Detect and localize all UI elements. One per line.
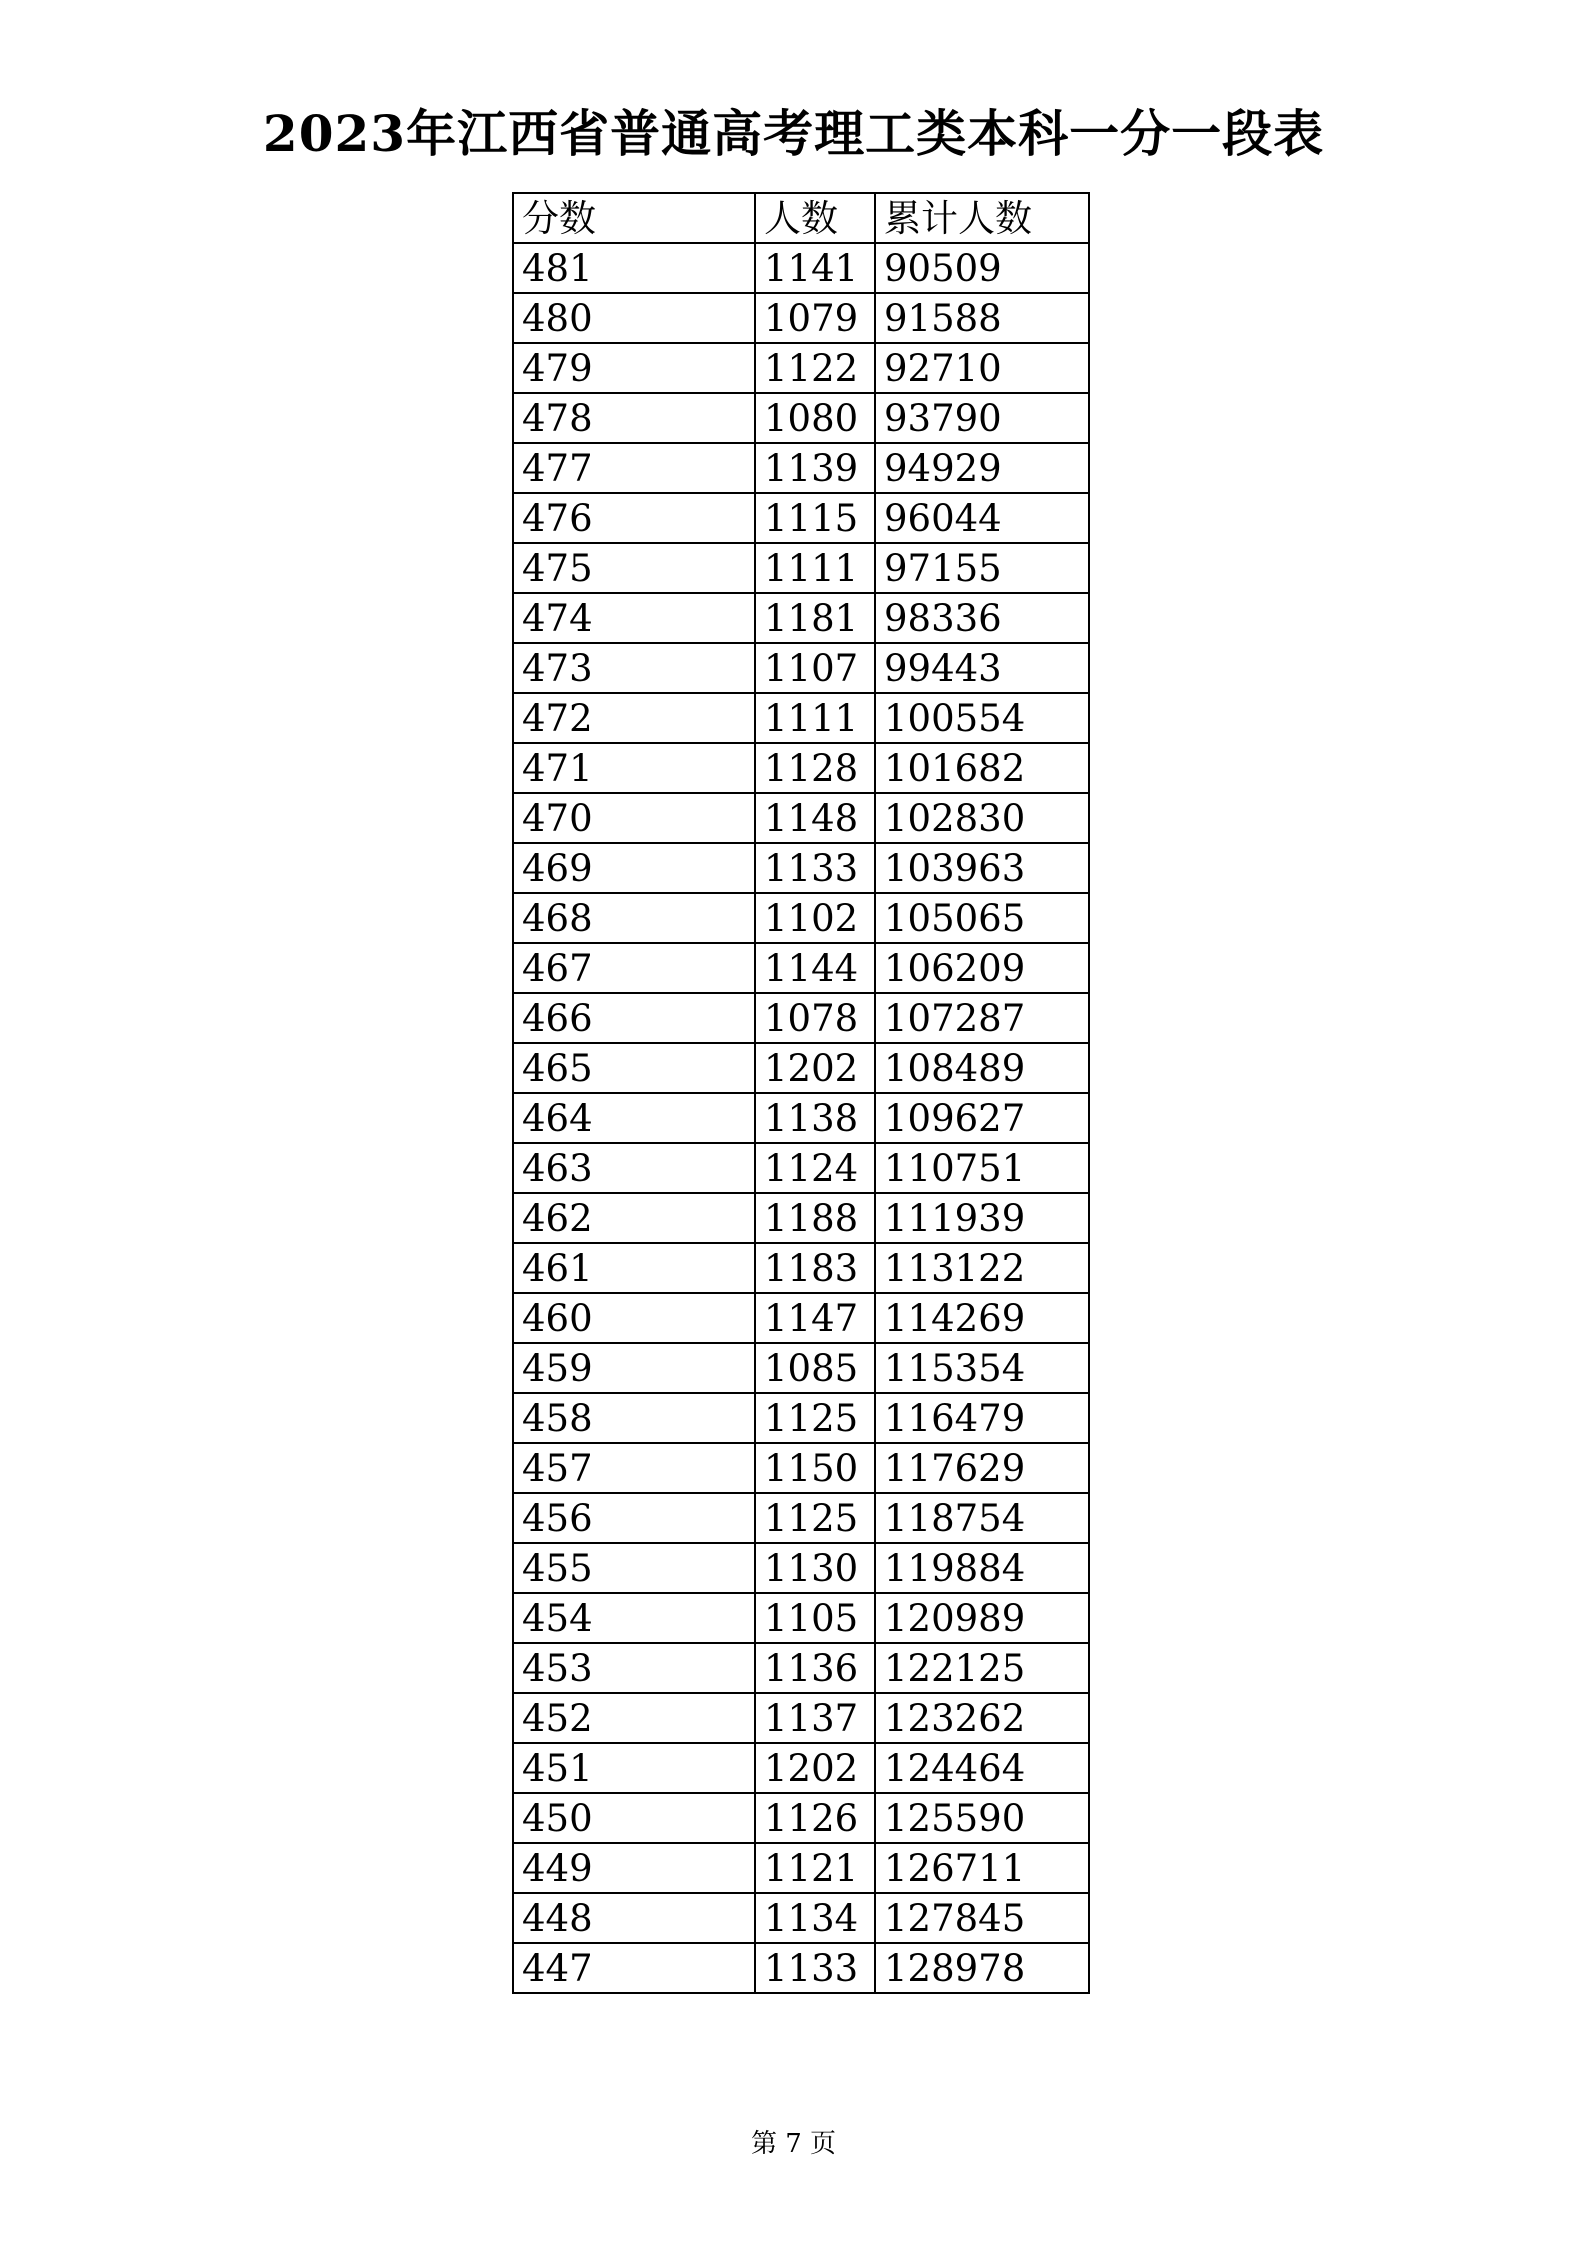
- cell-count: 1124: [755, 1143, 875, 1193]
- cell-cumulative: 123262: [875, 1693, 1089, 1743]
- table-row: [513, 1843, 1089, 1893]
- table-row: [513, 843, 1089, 893]
- cell-score: 473: [513, 643, 755, 693]
- table-row: [513, 293, 1089, 343]
- cell-score: 463: [513, 1143, 755, 1193]
- cell-cumulative: 117629: [875, 1443, 1089, 1493]
- cell-score: 472: [513, 693, 755, 743]
- table-row: [513, 743, 1089, 793]
- cell-count: 1128: [755, 743, 875, 793]
- cell-cumulative: 114269: [875, 1293, 1089, 1343]
- cell-count: 1115: [755, 493, 875, 543]
- cell-count: 1181: [755, 593, 875, 643]
- cell-count: 1138: [755, 1093, 875, 1143]
- cell-score: 477: [513, 443, 755, 493]
- cell-count: 1122: [755, 343, 875, 393]
- table-row: [513, 943, 1089, 993]
- cell-cumulative: 125590: [875, 1793, 1089, 1843]
- cell-count: 1125: [755, 1393, 875, 1443]
- cell-cumulative: 101682: [875, 743, 1089, 793]
- cell-cumulative: 92710: [875, 343, 1089, 393]
- cell-score: 481: [513, 243, 755, 293]
- page-number: 第 7 页: [750, 2129, 837, 2159]
- cell-count: 1148: [755, 793, 875, 843]
- cell-count: 1141: [755, 243, 875, 293]
- table-row: [513, 1143, 1089, 1193]
- cell-score: 462: [513, 1193, 755, 1243]
- table-row: [513, 1743, 1089, 1793]
- cell-score: 466: [513, 993, 755, 1043]
- cell-score: 480: [513, 293, 755, 343]
- cell-score: 470: [513, 793, 755, 843]
- table-row: [513, 1343, 1089, 1393]
- table-row: [513, 1293, 1089, 1343]
- cell-cumulative: 118754: [875, 1493, 1089, 1543]
- cell-score: 475: [513, 543, 755, 593]
- cell-count: 1134: [755, 1893, 875, 1943]
- cell-cumulative: 105065: [875, 893, 1089, 943]
- header-cumulative: 累计人数: [875, 193, 1089, 243]
- cell-score: 449: [513, 1843, 755, 1893]
- table-row: [513, 393, 1089, 443]
- table-row: [513, 1943, 1089, 1993]
- cell-count: 1133: [755, 843, 875, 893]
- cell-score: 464: [513, 1093, 755, 1143]
- table-row: [513, 1193, 1089, 1243]
- cell-cumulative: 99443: [875, 643, 1089, 693]
- cell-cumulative: 108489: [875, 1043, 1089, 1093]
- cell-count: 1150: [755, 1443, 875, 1493]
- table-row: [513, 1643, 1089, 1693]
- cell-cumulative: 119884: [875, 1543, 1089, 1593]
- cell-count: 1137: [755, 1693, 875, 1743]
- cell-score: 461: [513, 1243, 755, 1293]
- cell-cumulative: 107287: [875, 993, 1089, 1043]
- cell-count: 1107: [755, 643, 875, 693]
- cell-score: 478: [513, 393, 755, 443]
- table-row: [513, 1443, 1089, 1493]
- cell-score: 459: [513, 1343, 755, 1393]
- cell-count: 1105: [755, 1593, 875, 1643]
- cell-count: 1144: [755, 943, 875, 993]
- cell-score: 479: [513, 343, 755, 393]
- cell-score: 471: [513, 743, 755, 793]
- cell-cumulative: 115354: [875, 1343, 1089, 1393]
- table-row: [513, 243, 1089, 293]
- cell-score: 452: [513, 1693, 755, 1743]
- cell-cumulative: 127845: [875, 1893, 1089, 1943]
- cell-score: 453: [513, 1643, 755, 1693]
- cell-cumulative: 126711: [875, 1843, 1089, 1893]
- cell-cumulative: 124464: [875, 1743, 1089, 1793]
- table-body: [513, 243, 1089, 1993]
- cell-count: 1139: [755, 443, 875, 493]
- cell-cumulative: 110751: [875, 1143, 1089, 1193]
- table-row: [513, 343, 1089, 393]
- cell-cumulative: 122125: [875, 1643, 1089, 1693]
- cell-score: 447: [513, 1943, 755, 1993]
- cell-score: 457: [513, 1443, 755, 1493]
- cell-count: 1102: [755, 893, 875, 943]
- table-row: [513, 693, 1089, 743]
- table-row: [513, 1043, 1089, 1093]
- cell-cumulative: 98336: [875, 593, 1089, 643]
- cell-score: 454: [513, 1593, 755, 1643]
- cell-cumulative: 109627: [875, 1093, 1089, 1143]
- cell-cumulative: 96044: [875, 493, 1089, 543]
- cell-cumulative: 116479: [875, 1393, 1089, 1443]
- cell-cumulative: 90509: [875, 243, 1089, 293]
- cell-cumulative: 93790: [875, 393, 1089, 443]
- table-row: [513, 643, 1089, 693]
- cell-count: 1202: [755, 1043, 875, 1093]
- cell-count: 1111: [755, 693, 875, 743]
- table-header-row: [513, 193, 1089, 243]
- cell-count: 1130: [755, 1543, 875, 1593]
- cell-count: 1121: [755, 1843, 875, 1893]
- table-row: [513, 1393, 1089, 1443]
- cell-count: 1202: [755, 1743, 875, 1793]
- cell-cumulative: 128978: [875, 1943, 1089, 1993]
- header-score: 分数: [513, 193, 755, 243]
- cell-score: 456: [513, 1493, 755, 1543]
- cell-cumulative: 102830: [875, 793, 1089, 843]
- cell-score: 455: [513, 1543, 755, 1593]
- cell-cumulative: 120989: [875, 1593, 1089, 1643]
- cell-count: 1078: [755, 993, 875, 1043]
- table-row: [513, 593, 1089, 643]
- table-row: [513, 1543, 1089, 1593]
- cell-cumulative: 113122: [875, 1243, 1089, 1293]
- cell-score: 467: [513, 943, 755, 993]
- cell-count: 1085: [755, 1343, 875, 1393]
- table-row: [513, 793, 1089, 843]
- table-row: [513, 1693, 1089, 1743]
- cell-cumulative: 111939: [875, 1193, 1089, 1243]
- table-row: [513, 993, 1089, 1043]
- table-row: [513, 1093, 1089, 1143]
- table-row: [513, 1893, 1089, 1943]
- cell-score: 458: [513, 1393, 755, 1443]
- table-row: [513, 493, 1089, 543]
- table-row: [513, 543, 1089, 593]
- cell-cumulative: 94929: [875, 443, 1089, 493]
- cell-count: 1188: [755, 1193, 875, 1243]
- cell-score: 460: [513, 1293, 755, 1343]
- cell-count: 1136: [755, 1643, 875, 1693]
- cell-count: 1080: [755, 393, 875, 443]
- cell-cumulative: 100554: [875, 693, 1089, 743]
- cell-count: 1079: [755, 293, 875, 343]
- table-row: [513, 893, 1089, 943]
- cell-count: 1111: [755, 543, 875, 593]
- cell-cumulative: 97155: [875, 543, 1089, 593]
- table-row: [513, 1793, 1089, 1843]
- cell-cumulative: 103963: [875, 843, 1089, 893]
- cell-count: 1147: [755, 1293, 875, 1343]
- cell-score: 448: [513, 1893, 755, 1943]
- cell-score: 468: [513, 893, 755, 943]
- cell-count: 1126: [755, 1793, 875, 1843]
- table-row: [513, 1493, 1089, 1543]
- cell-score: 451: [513, 1743, 755, 1793]
- page-title: 2023年江西省普通高考理工类本科一分一段表: [262, 104, 1325, 163]
- cell-count: 1133: [755, 1943, 875, 1993]
- cell-cumulative: 91588: [875, 293, 1089, 343]
- cell-score: 469: [513, 843, 755, 893]
- cell-score: 474: [513, 593, 755, 643]
- table-row: [513, 1243, 1089, 1293]
- cell-count: 1125: [755, 1493, 875, 1543]
- table-row: [513, 1593, 1089, 1643]
- cell-count: 1183: [755, 1243, 875, 1293]
- header-count: 人数: [755, 193, 875, 243]
- cell-score: 465: [513, 1043, 755, 1093]
- cell-score: 476: [513, 493, 755, 543]
- score-distribution-table: [512, 192, 1090, 1994]
- cell-cumulative: 106209: [875, 943, 1089, 993]
- cell-score: 450: [513, 1793, 755, 1843]
- table-row: [513, 443, 1089, 493]
